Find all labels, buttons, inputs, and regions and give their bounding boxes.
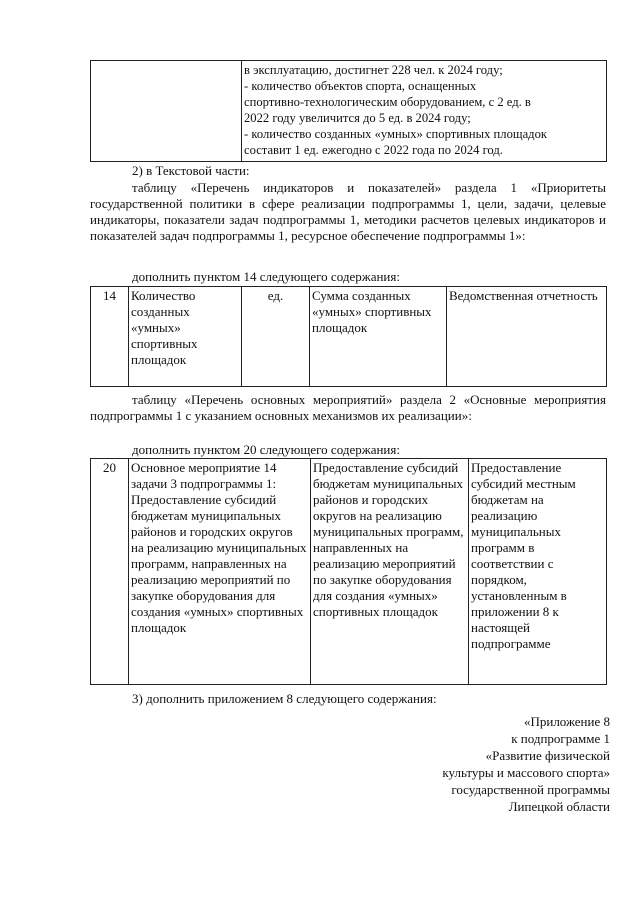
paragraph-measures: таблицу «Перечень основных мероприятий» раздела 2 «Основные мероприятия подпрограммы 1 с указанием основных механизмов их реализации»: — [90, 392, 606, 423]
table20-description: Предоставление субсидий бюджетам муниципальных районов и городских округов на реализацию муниципальных программ, направленных на реализацию мероприятий по закупке оборудования для создания «умных» спортивных площадок — [311, 459, 469, 685]
appendix-line: «Развитие физической — [485, 748, 610, 763]
table20-measure: Основное мероприятие 14 задачи 3 подпрограммы 1: Предоставление субсидий бюджетам муниципальных районов и городских округов на реализацию муниципальных программ, направленных на реализацию мероприятий по закупке оборудования для создания «умных» спортивных площадок — [129, 459, 311, 685]
table20-num: 20 — [91, 459, 129, 685]
appendix-line: культуры и массового спорта» — [442, 765, 610, 780]
table-continuation-right-cell — [242, 61, 607, 162]
appendix-line: государственной программы — [451, 782, 610, 797]
text-line: - количество объектов спорта, оснащенных — [244, 79, 477, 93]
item2-heading: 2) в Текстовой части: — [132, 163, 250, 178]
appendix-line: к подпрограмме 1 — [511, 731, 610, 746]
text-line: 2022 году увеличится до 5 ед. в 2024 году; — [244, 111, 471, 125]
table20-mechanism: Предоставление субсидий местным бюджетам на реализацию муниципальных программ в соответствии с порядком, установленным в приложении 8 к настоящей подпрограмме — [469, 459, 607, 685]
table-continuation — [90, 60, 607, 162]
table14-source: Ведомственная отчетность — [447, 287, 607, 387]
text-line: составит 1 ед. ежегодно с 2022 года по 2024 год. — [244, 143, 503, 157]
table14-num: 14 — [91, 287, 129, 387]
text-line: спортивно-технологическим оборудованием, с 2 ед. в — [244, 95, 531, 109]
add-point-20: дополнить пунктом 20 следующего содержания: — [132, 442, 400, 457]
text-line: в эксплуатацию, достигнет 228 чел. к 2024 году; — [244, 63, 503, 77]
item3-heading: 3) дополнить приложением 8 следующего содержания: — [132, 691, 437, 706]
appendix-line: «Приложение 8 — [523, 714, 610, 729]
appendix-line: Липецкой области — [508, 799, 610, 814]
add-point-14: дополнить пунктом 14 следующего содержания: — [132, 269, 400, 284]
table-point-20 — [90, 458, 607, 685]
text-line: - количество созданных «умных» спортивных площадок — [244, 127, 547, 141]
appendix-header — [442, 713, 610, 815]
table14-unit: ед. — [242, 287, 310, 387]
table14-indicator: Количество созданных «умных» спортивных площадок — [129, 287, 242, 387]
table-continuation-left-cell — [91, 61, 242, 162]
table14-method: Сумма созданных «умных» спортивных площадок — [310, 287, 447, 387]
table-point-14 — [90, 286, 607, 387]
paragraph-indicators: таблицу «Перечень индикаторов и показателей» раздела 1 «Приоритеты государственной политики в сфере реализации подпрограммы 1, цели, задачи, целевые индикаторы, показатели задач подпрограммы 1, методики расчетов целевых индикаторов и показателей задач подпрограммы 1, ресурсное обеспечение подпрограммы 1»: — [90, 180, 606, 243]
